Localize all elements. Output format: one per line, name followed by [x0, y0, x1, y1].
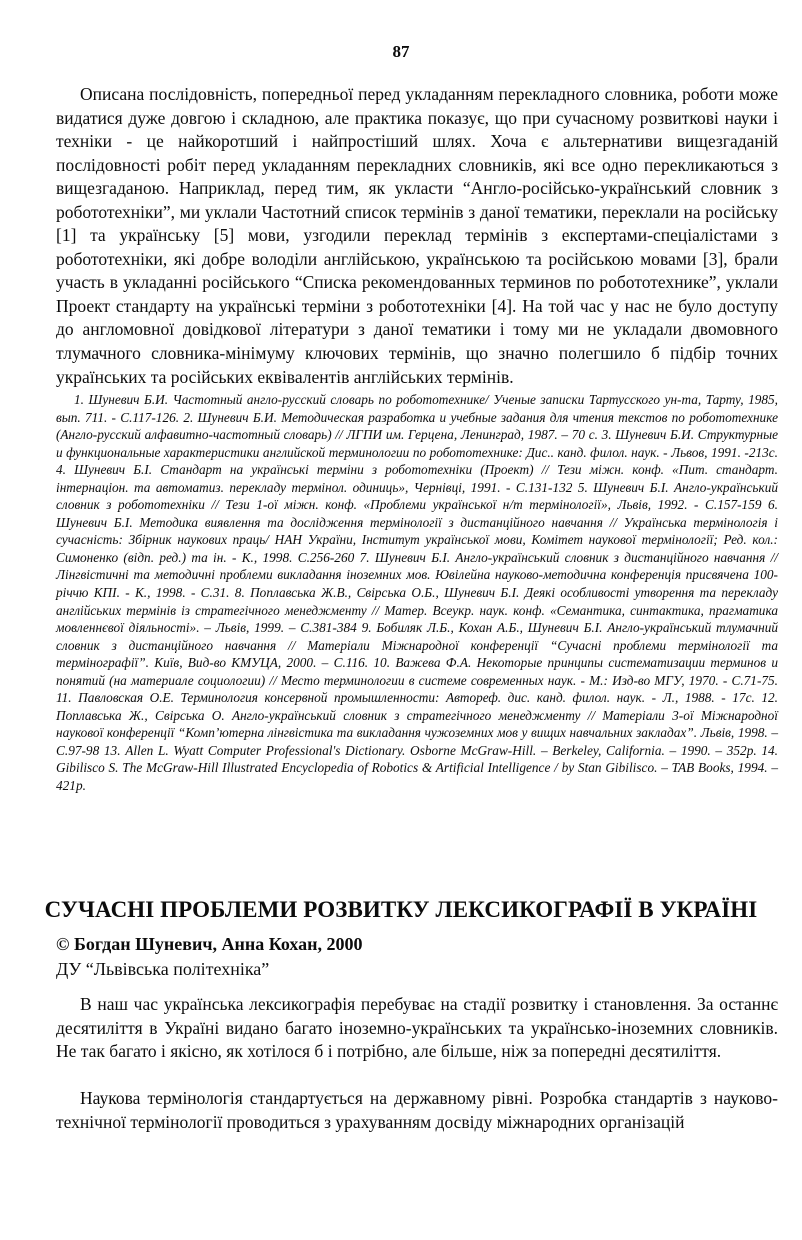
page-number: 87: [392, 42, 410, 61]
body-paragraph-2: В наш час українська лексикографія перебуває на стадії розвитку і становлення. За останнє десятиліття в Україні видано багато іноземно-українських та українсько-іноземних словників. Не так багато і якісно, як хотілося б і потрібно, але більше, ніж за попередні десятиліття.: [56, 994, 778, 1061]
references-list: 1. Шуневич Б.И. Частотный англо-русский словарь по робототехнике/ Ученые записки Тартусского ун-та, Тарту, 1985, вып. 711. - С.117-126. 2. Шуневич Б.И. Методическая разработка и учебные задания для чтения текстов по робототехнике (Англо-русский алфавитно-частотный словарь) // ЛГПИ им. Герцена, Ленинград, 1987. – 70 с. 3. Шуневич Б.И. Структурные и функциональные характеристики английской терминологии по робототехнике: Дис.. канд. филол. наук. - Львов, 1991. -213с. 4. Шуневич Б.І. Стандарт на українські терміни з робототехніки (Проект) // Тези міжн. конф. «Пит. стандарт. інтернаціон. та автоматиз. перекладу термінол. одиниць», Чернівці, 1991. - С.131-132 5. Шуневич Б.І. Англо-український словник з робототехніки // Тези 1-ої міжн. конф. «Проблеми української н/т термінології», Львів, 1992. - С.157-159 6. Шуневич Б.І. Методика виявлення та дослідження термінології з дистанційного навчання // Українська термінологія і сучасність: Збірник наукових праць/ НАН України, Інститут української мови, Комітет наукової термінології; Ред. кол.: Симоненко (відп. ред.) та ін. - К., 1998. С.256-260 7. Шуневич Б.І. Англо-український словник з дистанційного навчання // Лінгвістичні та методичні проблеми викладання іноземних мов. Ювілейна науково-методична конференція присвячена 100-річчю КПІ. - К., 1998. - С.31. 8. Поплавська Ж.В., Свірська О.Б., Шуневич Б.І. Деякі особливості утворення та перекладу англійських термінів із стратегічного менеджменту // Матер. Всеукр. наук. конф. «Семантика, синтактика, прагматика мовленнєвої діяльності». – Львів, 1999. – С.381-384 9. Бобиляк Л.Б., Кохан А.Б., Шуневич Б.І. Англо-український тлумачний словник з дистанційного навчання // Матеріали Міжнародної конференції “Сучасні проблеми термінології та термінографії”. Київ, Вид-во КМУЦА, 2000. – С.116. 10. Важева Ф.А. Некоторые принципы систематизации терминов и понятий (на материале социологии) // Место терминологии в системе современных наук. - М.: Изд-во МГУ, 1970. - С.71-75. 11. Павловская О.Е. Терминология консервной промышленности: Автореф. дис. канд. филол. наук. - Л., 1988. - 17с. 12. Поплавська Ж., Свірська О. Англо-український словник з стратегічного менеджменту // Матеріали 3-ої Міжнародної наукової конференції “Комп’ютерна лінгвістика та викладання чужоземних мов у вищих навчальних закладах”. Львів, 1998. – С.97-98 13. Allen L. Wyatt Computer Professional's Dictionary. Osborne McGraw-Hill. – Berkeley, California. – 1990. – 352p. 14. Gibilisco S. The McGraw-Hill Illustrated Encyclopedia of Robotics & Artificial Intelligence / by Stan Gibilisco. – TAB Books, 1994. – 421p.: [56, 392, 778, 794]
body-paragraph-3: Наукова термінологія стандартується на державному рівні. Розробка стандартів з науково-технічної термінології проводиться з урахуванням досвіду міжнародних організацій: [56, 1088, 778, 1132]
article-authors: © Богдан Шуневич, Анна Кохан, 2000: [56, 934, 363, 954]
article-title: СУЧАСНІ ПРОБЛЕМИ РОЗВИТКУ ЛЕКСИКОГРАФІЇ В УКРАЇНІ: [44, 897, 758, 922]
body-paragraph-1: Описана послідовність, попередньої перед укладанням перекладного словника, роботи може видатися дуже довгою і складною, але практика показує, що при сучасному розвиткові науки і техніки - це найкоротший і найпростіший шлях. Хоча є альтернативи вищезгаданій послідовності робіт перед укладанням перекладних словників, які все одно перекликаються з вищезгаданою. Наприклад, перед тим, як укласти “Англо-російсько-український словник з робототехніки”, ми уклали Частотний список термінів з даної тематики, переклали на російську [1] та українську [5] мови, узгодили переклад термінів з експертами-спеціалістами з робототехніки, які добре володіли англійською, українською та російською мовами [3], брали участь в укладанні російського “Списка рекомендованных терминов по робототехнике”, уклали Проект стандарту на українські терміни з робототехніки [4]. На той час у нас не було доступу до англомовної довідкової літератури з даної тематики і тому ми не укладали двомовного тлумачного словника-мінімуму ключових термінів, що значно полегшило б підбір точних українських та російських еквівалентів англійських термінів.: [56, 84, 778, 387]
author-affiliation: ДУ “Львівська політехніка”: [56, 959, 270, 979]
